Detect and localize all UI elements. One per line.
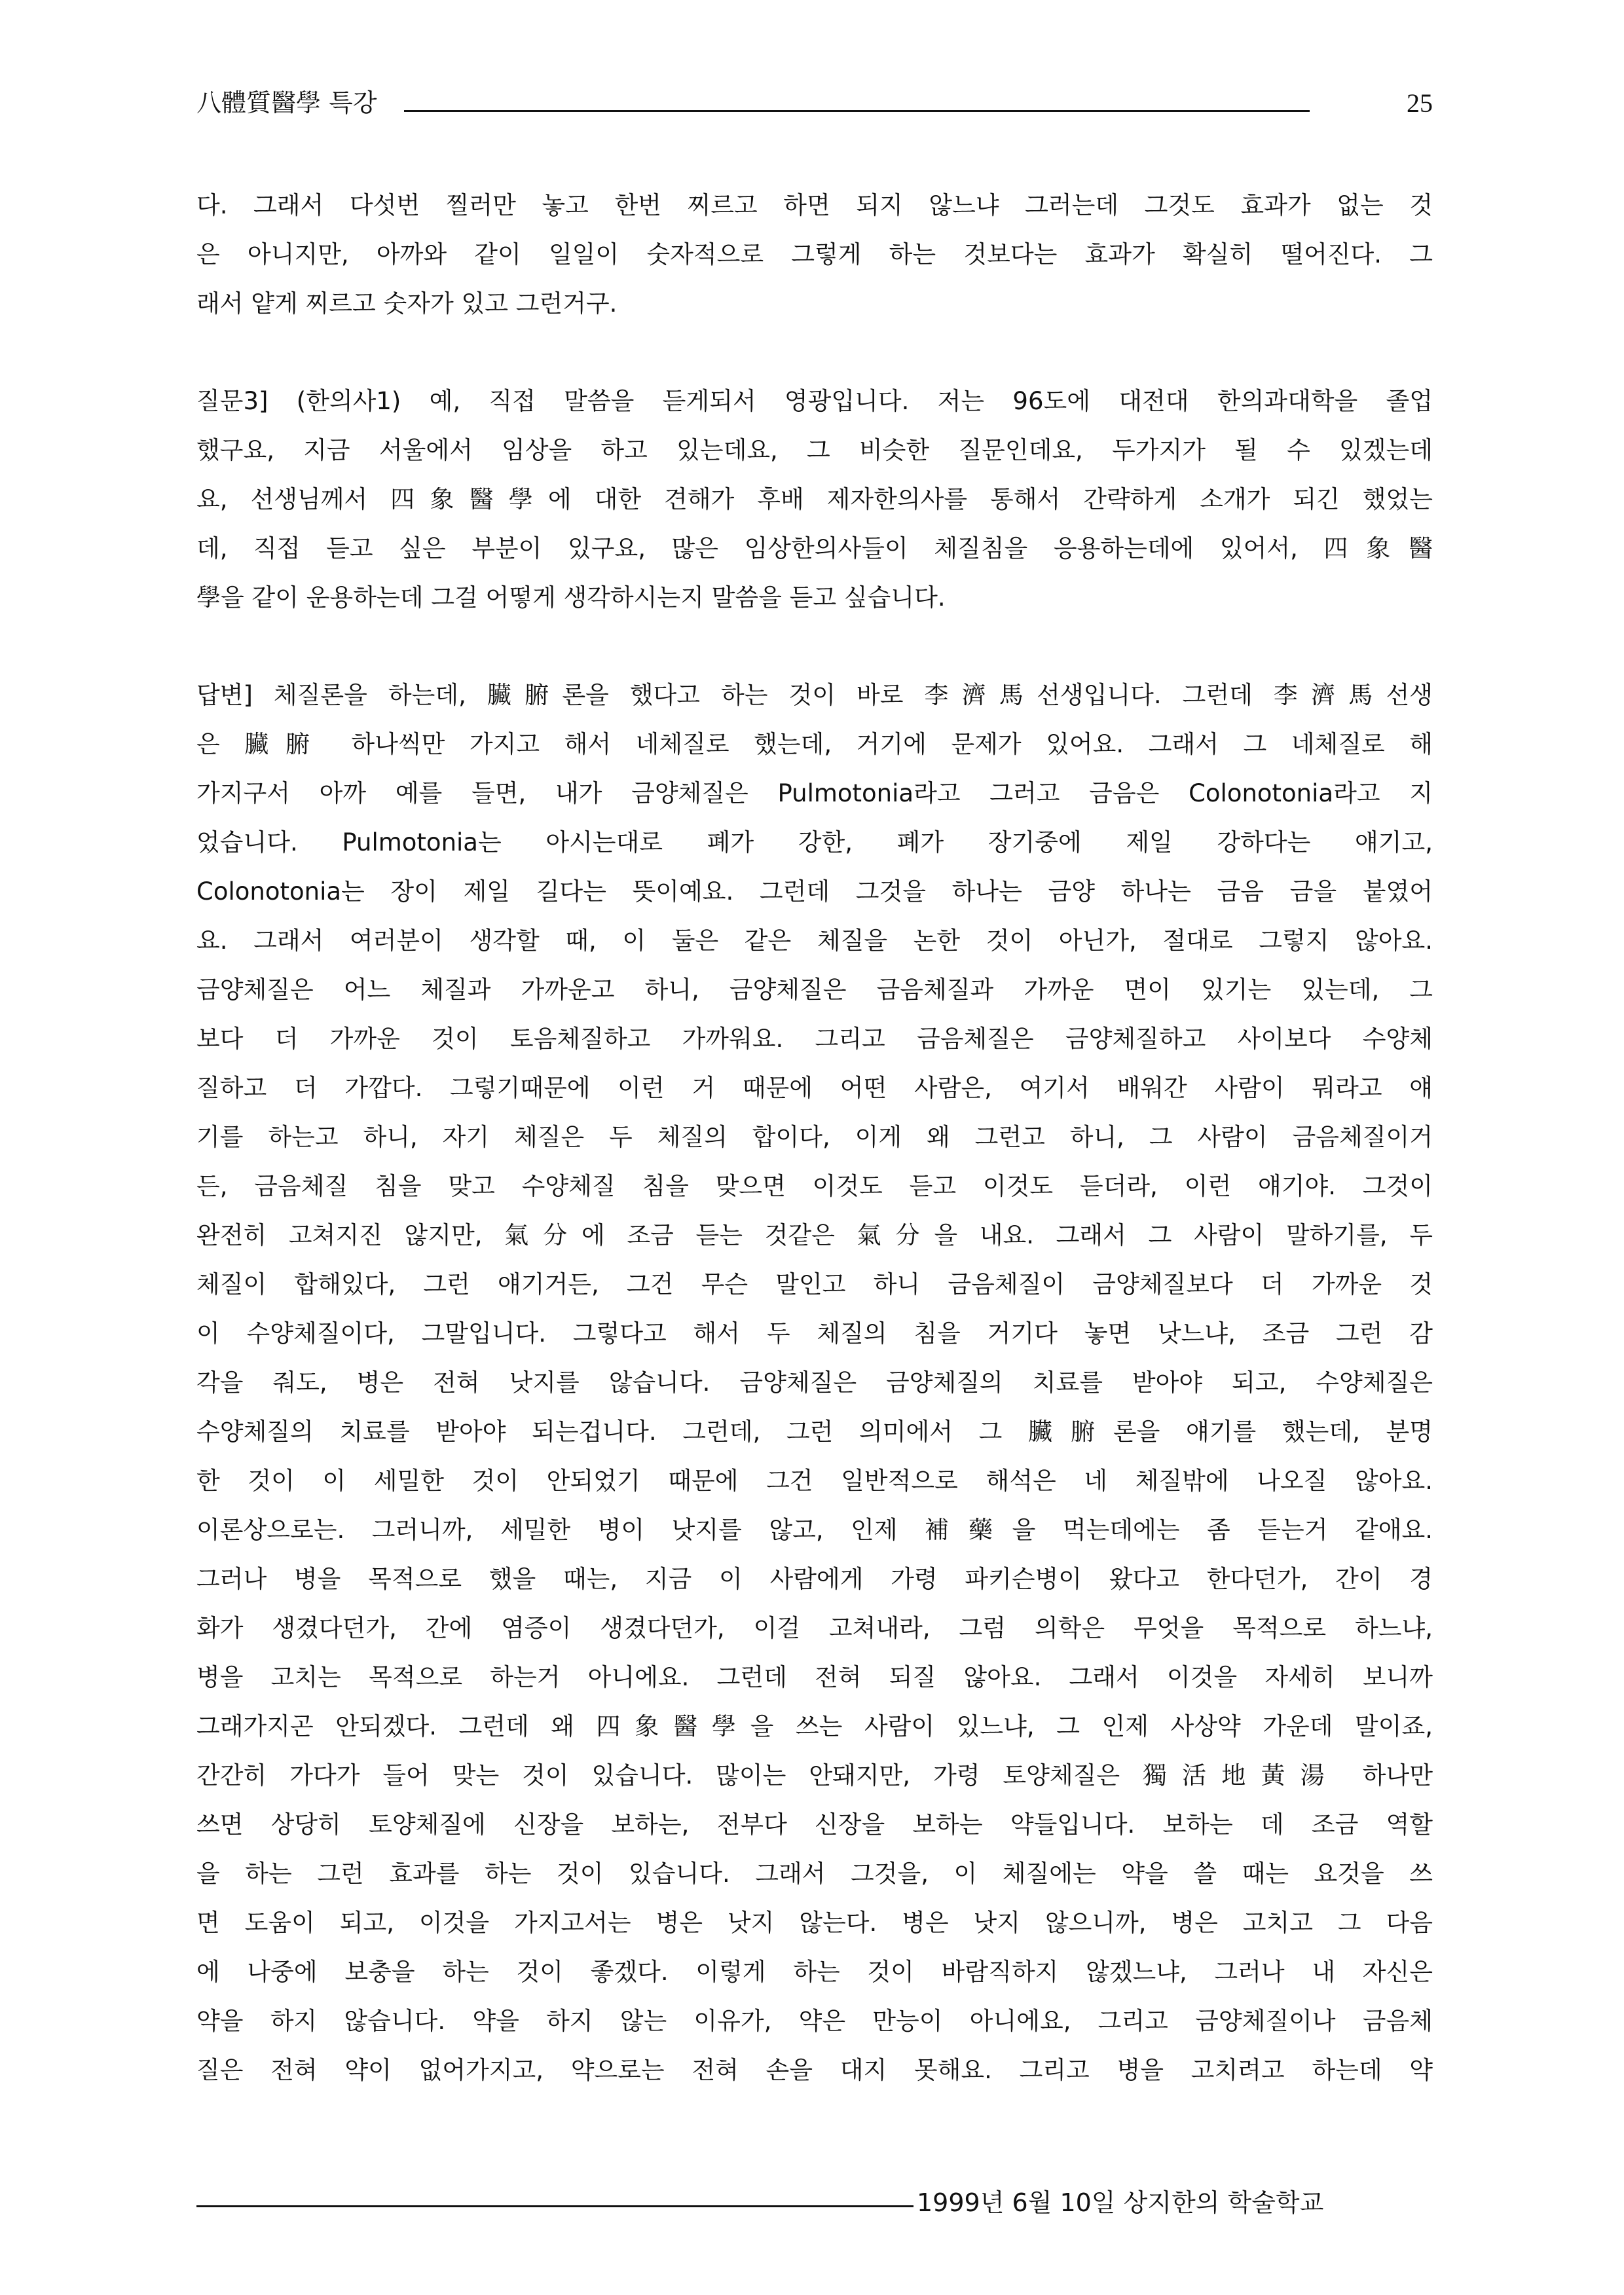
text-line: 간간히 가다가 들어 맞는 것이 있습니다. 많이는 안돼지만, 가령 토양체질은 獨活地黃湯 하나만 — [196, 1761, 1433, 1790]
text-line: 체질이 합해있다, 그런 얘기거든, 그건 무슨 말인고 하니 금음체질이 금양체질보다 더 가까운 것 — [196, 1270, 1433, 1298]
text-line: 병을 고치는 목적으로 하는거 아니에요. 그런데 전혀 되질 않아요. 그래서 이것을 자세히 보니까 — [196, 1663, 1433, 1691]
text-line: 수양체질의 치료를 받아야 되는겁니다. 그런데, 그런 의미에서 그 臟腑론을 얘기를 했는데, 분명 — [196, 1418, 1433, 1446]
text-line: 은 아니지만, 아까와 같이 일일이 숫자적으로 그렇게 하는 것보다는 효과가 확실히 떨어진다. 그 — [196, 240, 1433, 268]
text-line: 을 하는 그런 효과를 하는 것이 있습니다. 그래서 그것을, 이 체질에는 약을 쓸 때는 요것을 쓰 — [196, 1860, 1433, 1888]
text-line: 쓰면 상당히 토양체질에 신장을 보하는, 전부다 신장을 보하는 약들입니다. 보하는 데 조금 역할 — [196, 1810, 1433, 1839]
text-line: 보다 더 가까운 것이 토음체질하고 가까워요. 그리고 금음체질은 금양체질하고 사이보다 수양체 — [196, 1025, 1433, 1053]
text-line: 래서 얕게 찌르고 숫자가 있고 그런거구. — [196, 289, 618, 318]
text-line: 가지구서 아까 예를 들면, 내가 금양체질은 Pulmotonia라고 그러고 금음은 Colonotonia라고 지 — [196, 779, 1433, 807]
text-line: 데, 직접 듣고 싶은 부분이 있구요, 많은 임상한의사들이 체질침을 응용하는데에 있어서, 四象醫 — [196, 534, 1433, 562]
text-line: 다. 그래서 다섯번 찔러만 놓고 한번 찌르고 하면 되지 않느냐 그러는데 그것도 효과가 없는 것 — [196, 191, 1433, 219]
text-line: 이 수양체질이다, 그말입니다. 그렇다고 해서 두 체질의 침을 거기다 놓면 낫느냐, 조금 그런 감 — [196, 1319, 1433, 1348]
text-line: 에 나중에 보충을 하는 것이 좋겠다. 이렇게 하는 것이 바람직하지 않겠느냐, 그러나 내 자신은 — [196, 1958, 1433, 1986]
text-line: 각을 줘도, 병은 전혀 낫지를 않습니다. 금양체질은 금양체질의 치료를 받아야 되고, 수양체질은 — [196, 1368, 1433, 1397]
text-line: 學을 같이 운용하는데 그걸 어떻게 생각하시는지 말씀을 듣고 싶습니다. — [196, 583, 946, 612]
text-line: 완전히 고쳐지진 않지만, 氣分에 조금 듣는 것같은 氣分을 내요. 그래서 그 사람이 말하기를, 두 — [196, 1221, 1433, 1249]
text-line: 답변] 체질론을 하는데, 臟腑론을 했다고 하는 것이 바로 李濟馬선생입니다. 그런데 李濟馬선생 — [196, 681, 1433, 709]
header-rule — [404, 110, 1310, 112]
text-line: 든, 금음체질 침을 맞고 수양체질 침을 맞으면 이것도 듣고 이것도 듣더라, 이런 얘기야. 그것이 — [196, 1172, 1433, 1200]
text-line: Colonotonia는 장이 제일 길다는 뜻이예요. 그런데 그것을 하나는 금양 하나는 금음 금을 붙였어 — [196, 877, 1433, 906]
text-line: 었습니다. Pulmotonia는 아시는대로 폐가 강한, 폐가 장기중에 제일 강하다는 얘기고, — [196, 828, 1433, 856]
text-line: 그래가지곤 안되겠다. 그런데 왜 四象醫學을 쓰는 사람이 있느냐, 그 인제 사상약 가운데 말이죠, — [196, 1712, 1433, 1740]
text-line: 그러나 병을 목적으로 했을 때는, 지금 이 사람에게 가령 파키슨병이 왔다고 한다던가, 간이 경 — [196, 1565, 1433, 1593]
text-line: 은 臟腑 하나씩만 가지고 해서 네체질로 했는데, 거기에 문제가 있어요. 그래서 그 네체질로 해 — [196, 730, 1433, 758]
text-line: 요, 선생님께서 四象醫學에 대한 견해가 후배 제자한의사를 통해서 간략하게 소개가 되긴 했었는 — [196, 485, 1433, 513]
text-line: 이론상으로는. 그러니까, 세밀한 병이 낫지를 않고, 인제 補藥을 먹는데에는 좀 듣는거 같애요. — [196, 1516, 1433, 1544]
paragraph-gap — [196, 622, 1433, 670]
paragraph — [196, 181, 1433, 328]
paragraph — [196, 376, 1433, 622]
text-line: 금양체질은 어느 체질과 가까운고 하니, 금양체질은 금음체질과 가까운 면이 있기는 있는데, 그 — [196, 976, 1433, 1004]
text-line: 질은 전혀 약이 없어가지고, 약으로는 전혀 손을 대지 못해요. 그리고 병을 고치려고 하는데 약 — [196, 2056, 1433, 2084]
footer-rule — [196, 2205, 913, 2207]
text-line: 화가 생겼다던가, 간에 염증이 생겼다던가, 이걸 고쳐내라, 그럼 의학은 무엇을 목적으로 하느냐, — [196, 1614, 1433, 1642]
text-line: 한 것이 이 세밀한 것이 안되었기 때문에 그건 일반적으로 해석은 네 체질밖에 나오질 않아요. — [196, 1467, 1433, 1495]
footer-date-venue: 1999년 6월 10일 상지한의 학술학교 — [917, 2188, 1324, 2217]
text-line: 질문3] (한의사1) 예, 직접 말씀을 듣게되서 영광입니다. 저는 96도에 대전대 한의과대학을 졸업 — [196, 387, 1433, 415]
paragraph-gap — [196, 328, 1433, 376]
paragraph — [196, 670, 1433, 2095]
body-text — [196, 181, 1433, 2095]
running-header-title: 八體質醫學 특강 — [196, 88, 377, 117]
page-number: 25 — [1407, 88, 1433, 118]
text-line: 약을 하지 않습니다. 약을 하지 않는 이유가, 약은 만능이 아니에요, 그리고 금양체질이나 금음체 — [196, 2007, 1433, 2035]
text-line: 했구요, 지금 서울에서 임상을 하고 있는데요, 그 비슷한 질문인데요, 두가지가 될 수 있겠는데 — [196, 436, 1433, 464]
text-line: 면 도움이 되고, 이것을 가지고서는 병은 낫지 않는다. 병은 낫지 않으니까, 병은 고치고 그 다음 — [196, 1909, 1433, 1937]
text-line: 기를 하는고 하니, 자기 체질은 두 체질의 합이다, 이게 왜 그런고 하니, 그 사람이 금음체질이거 — [196, 1123, 1433, 1151]
text-line: 질하고 더 가깝다. 그렇기때문에 이런 거 때문에 어떤 사람은, 여기서 배워간 사람이 뭐라고 얘 — [196, 1074, 1433, 1102]
text-line: 요. 그래서 여러분이 생각할 때, 이 둘은 같은 체질을 논한 것이 아닌가, 절대로 그렇지 않아요. — [196, 927, 1433, 955]
